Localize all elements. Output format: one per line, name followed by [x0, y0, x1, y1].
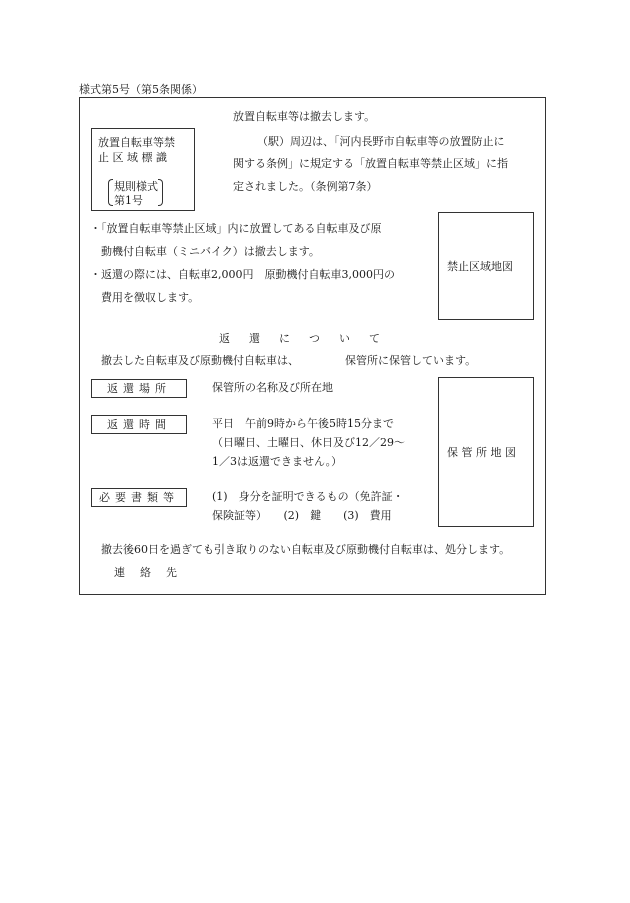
- rule-line2: 第1号: [114, 194, 143, 207]
- notice-line-1: ・「放置自転車等禁止区域」内に放置してある自転車及び原: [90, 222, 382, 235]
- notice-line-3: ・返還の際には、自転車2,000円 原動機付自転車3,000円の: [90, 268, 395, 281]
- return-hours-line-3: 1／3は返還できません。）: [212, 455, 343, 468]
- rule-bracket-right: [158, 179, 163, 206]
- headline: 放置自転車等は撤去します。: [233, 110, 376, 123]
- documents-line-1: (1) 身分を証明できるもの（免許証・: [212, 490, 404, 503]
- disposal-notice: 撤去後60日を過ぎても引き取りのない自転車及び原動機付自転車は、処分します。: [101, 543, 511, 556]
- return-place-value: 保管所の名称及び所在地: [212, 381, 333, 394]
- return-place-label: 返還場所: [107, 382, 171, 395]
- return-place-label-box: [91, 379, 187, 398]
- return-heading: 返 還 に つ い て: [219, 332, 384, 345]
- return-intro-right: 保管所に保管しています。: [345, 354, 477, 367]
- rule-bracket-left: [108, 179, 113, 206]
- prohibited-area-map-label: 禁止区域地図: [447, 260, 513, 273]
- storage-location-map-label: 保 管 所 地 図: [447, 446, 516, 459]
- return-intro-left: 撤去した自転車及び原動機付自転車は、: [101, 354, 299, 367]
- rule-line1: 規則様式: [114, 180, 158, 193]
- intro-line-3: 定されました。（条例第7条）: [233, 180, 378, 193]
- return-hours-line-1: 平日 午前9時から午後5時15分まで: [212, 417, 394, 430]
- notice-line-2: 動機付自転車（ミニバイク）は撤去します。: [101, 245, 320, 258]
- intro-line-1: （駅）周辺は、「河内長野市自転車等の放置防止に: [257, 135, 505, 148]
- return-hours-label: 返還時間: [107, 418, 171, 431]
- sign-title-line2: 止 区 域 標 識: [98, 151, 167, 164]
- intro-line-2: 関する条例」に規定する「放置自転車等禁止区域」に指: [233, 157, 508, 170]
- documents-label-box: [91, 488, 187, 507]
- documents-line-2: 保険証等） (2) 鍵 (3) 費用: [212, 509, 392, 522]
- form-id: 様式第5号（第5条関係）: [79, 83, 203, 96]
- contact-label: 連 絡 先: [114, 566, 179, 579]
- return-hours-label-box: [91, 415, 187, 434]
- notice-line-4: 費用を徴収します。: [101, 291, 200, 304]
- return-hours-line-2: （日曜日、土曜日、休日及び12／29～: [212, 436, 405, 449]
- documents-label: 必要書類等: [99, 491, 179, 504]
- sign-title-line1: 放置自転車等禁: [98, 136, 175, 149]
